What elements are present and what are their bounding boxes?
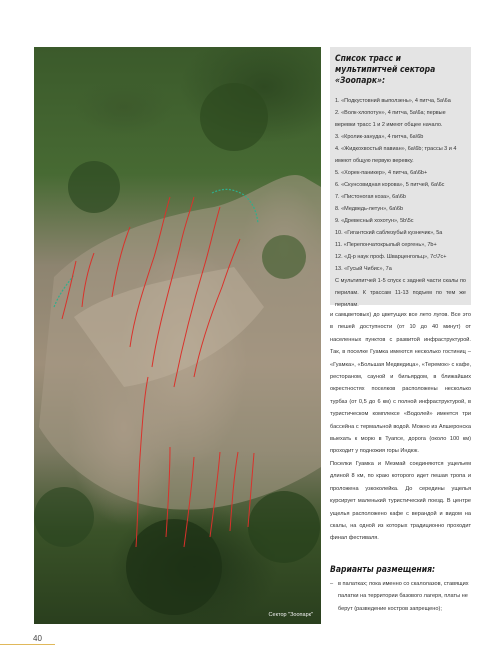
body-text [330,309,471,545]
accommodation-item [330,578,471,615]
crag-photo [34,47,321,624]
route-item: 6. «Скунсовидная корова», 5 питчей, 6a\6c [335,182,445,188]
accommodation-heading: Варианты размещения: [330,565,436,575]
routes-box-title: Список трасс и мультипитчей сектора «Зоопарк»: [335,54,436,86]
page-number: 40 [33,634,42,643]
route-item: 10. «Гигантский саблезубый кузнечик», 5a [335,230,443,236]
photo-caption: Сектор "Зоопарк" [268,612,313,618]
route-item: 13. «Гусый Чибис», 7a [335,266,392,272]
route-item: 1. «Подкустовний выползень», 4 питча, 5a\6a [335,98,451,104]
routes-note: С мультипитчей 1-5 спуск с задней части скалы по перилам. К трассам 11-13 подъем по тем же перилам. [335,278,466,308]
route-item: 5. «Хорек-паникер», 4 питча, 6a\6b+ [335,170,428,176]
route-item: 7. «Пистоногая коза», 6a\6b [335,194,406,200]
route-item: 4. «Жидкохвостый павиан», 6a\6b; трассы 3 и 4 имеют общую первую веревку. [335,146,457,164]
accommodation-text: в палатках; пока именно со скалолазов, ставящих палатки на территории базового лагеря, платы не берут (разведение костров запрещено); [338,581,469,612]
route-item: 12. «Д-р наук проф. Шварценгольц», 7c\7c+ [335,254,447,260]
route-lines-overlay [34,47,321,624]
route-item: 11. «Перепончатокрылый сергень», 7b+ [335,242,437,248]
route-item: 3. «Кролик-занудa», 4 питча, 6a\6b [335,134,424,140]
route-item: 2. «Волк-хлопотун», 4 питча, 5a\6a; первые веревки трасс 1 и 2 имеют общее начало. [335,110,446,128]
bullet-dash-icon: – [330,581,334,587]
route-item: 8. «Медведь-летун», 6a\6b [335,206,404,212]
page-number-rule [0,644,55,645]
routes-box [330,47,471,308]
route-item: 9. «Древесный хохотун», 5b\5c [335,218,414,224]
routes-list [335,95,466,275]
body-paragraph: и самцветовых) до цветущих все лето лугов. Все это в пешей доступности (от 10 до 40 минут) от населенных пунктов с развитой инфраструктурой. Так, в поселке Гуамка имеются несколько гостиниц – «Гуамка», «Большая Медведица», «Теремок» с кафе, рестораном, сауной и бильярдом, в ближайших окрестностях поселков расположены несколько турбаз (от 0,5 до 6 км) с полной инфраструктурой, в туристическом комплексе «Водолей» имеется три бассейна с термальной водой. Можно из Апшеронска выехать к морю в Туапсе, дорога (около 100 км) проходит у подножия горы Индюк. [330,312,471,455]
body-paragraph: Поселки Гуамка и Мезмай соединяются ущельем длиной 8 км, по краю которого идет пешая тропа и проложена узкоколейка. До середины ущелья курсирует маленький туристический поезд. В центре ущелья расположено кафе с верандой и видом на скалы, на одной из которых традиционно проходит финал фестиваля. [330,460,471,542]
accommodation-list [330,578,471,615]
